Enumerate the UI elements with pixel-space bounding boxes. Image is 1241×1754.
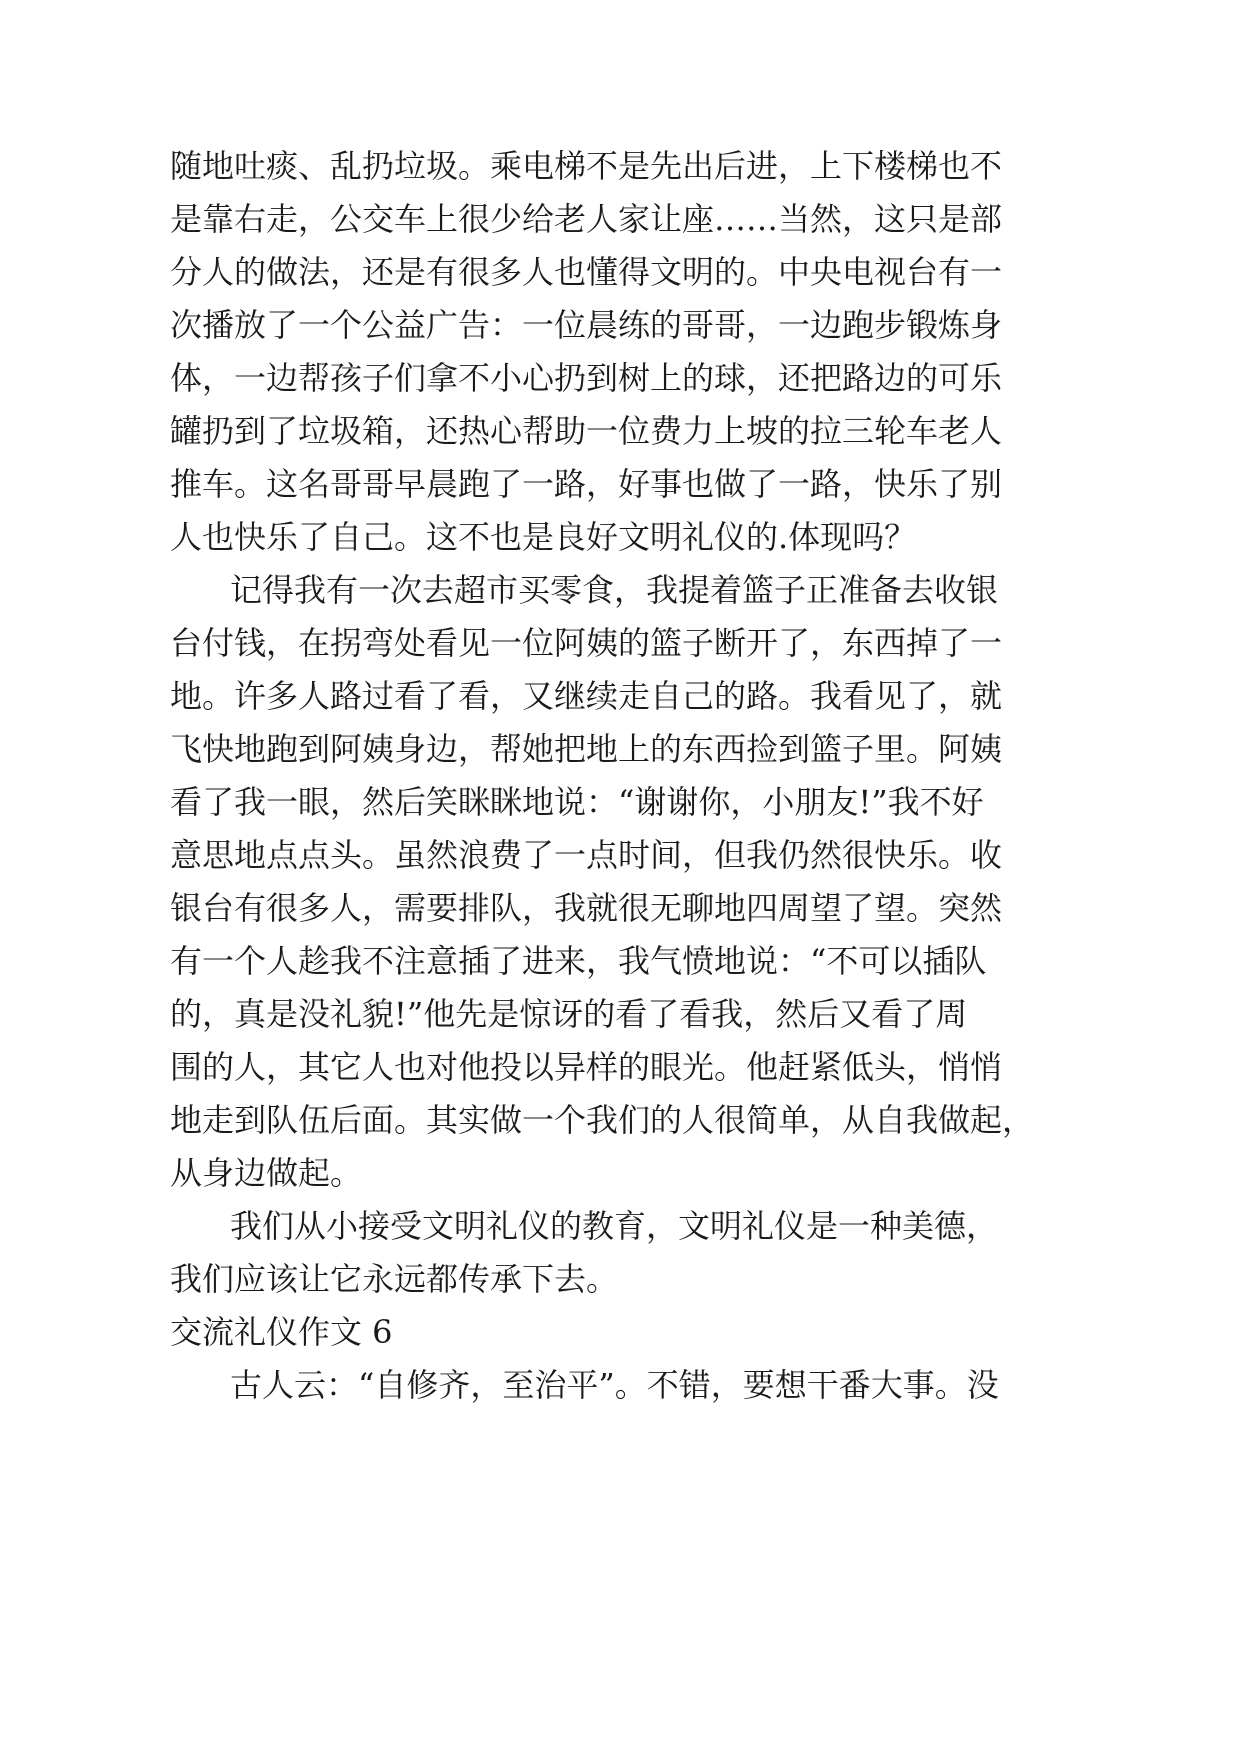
text-line-6: 罐扔到了垃圾箱，还热心帮助一位费力上坡的拉三轮车老人 [170, 412, 1003, 450]
text-line-24: 古人云：“自修齐，至治平”。不错，要想干番大事。没 [230, 1366, 999, 1404]
text-line-3: 分人的做法，还是有很多人也懂得文明的。中央电视台有一 [170, 253, 1003, 291]
text-line-20: 从身边做起。 [170, 1154, 363, 1192]
text-line-18: 围的人，其它人也对他投以异样的眼光。他赶紧低头，悄悄 [170, 1048, 1003, 1086]
text-line-7: 推车。这名哥哥早晨跑了一路，好事也做了一路，快乐了别 [170, 465, 1003, 503]
text-line-15: 银台有很多人，需要排队，我就很无聊地四周望了望。突然 [170, 889, 1003, 927]
section-heading: 交流礼仪作文 6 [170, 1313, 393, 1351]
text-line-2: 是靠右走，公交车上很少给老人家让座……当然，这只是部 [170, 200, 1003, 238]
text-line-1: 随地吐痰、乱扔垃圾。乘电梯不是先出后进，上下楼梯也不 [170, 147, 1003, 185]
text-line-21: 我们从小接受文明礼仪的教育，文明礼仪是一种美德， [230, 1207, 999, 1245]
text-line-8: 人也快乐了自己。这不也是良好文明礼仪的.体现吗？ [170, 518, 917, 556]
text-line-11: 地。许多人路过看了看，又继续走自己的路。我看见了，就 [170, 677, 1003, 715]
text-line-19: 地走到队伍后面。其实做一个我们的人很简单，从自我做起， [170, 1101, 1035, 1139]
text-line-5: 体，一边帮孩子们拿不小心扔到树上的球，还把路边的可乐 [170, 359, 1003, 397]
text-line-17: 的，真是没礼貌!”他先是惊讶的看了看我，然后又看了周 [170, 995, 968, 1033]
text-line-9: 记得我有一次去超市买零食，我提着篮子正准备去收银 [230, 571, 999, 609]
text-line-12: 飞快地跑到阿姨身边，帮她把地上的东西捡到篮子里。阿姨 [170, 730, 1003, 768]
text-line-13: 看了我一眼，然后笑眯眯地说：“谢谢你，小朋友!”我不好 [170, 783, 984, 821]
text-line-22: 我们应该让它永远都传承下去。 [170, 1260, 619, 1298]
text-line-10: 台付钱，在拐弯处看见一位阿姨的篮子断开了，东西掉了一 [170, 624, 1003, 662]
text-line-14: 意思地点点头。虽然浪费了一点时间，但我仍然很快乐。收 [170, 836, 1003, 874]
text-line-16: 有一个人趁我不注意插了进来，我气愤地说：“不可以插队 [170, 942, 987, 980]
text-line-4: 次播放了一个公益广告：一位晨练的哥哥，一边跑步锻炼身 [170, 306, 1003, 344]
